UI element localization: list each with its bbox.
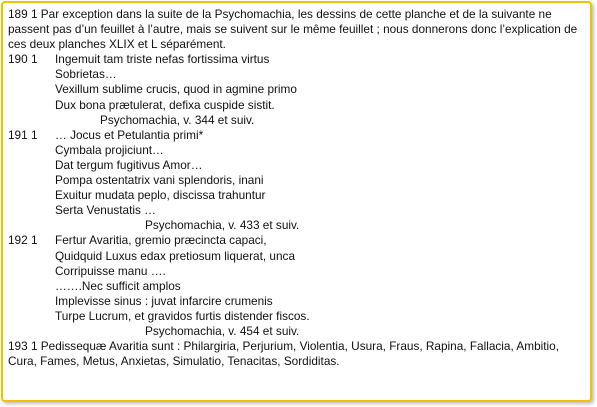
verse-line: … Jocus et Petulantia primi*	[55, 127, 204, 142]
footnote-192	[8, 233, 586, 339]
footnotes-text	[8, 7, 586, 369]
verse-line: Fertur Avaritia, gremio præcincta capaci,	[55, 233, 267, 248]
verse-block	[55, 233, 586, 339]
verse-line: Implevisse sinus : juvat infarcire crumenis	[55, 293, 273, 308]
verse-line: Pompa ostentatrix vani splendoris, inani	[55, 173, 264, 188]
footnote-number: 192 1	[8, 233, 38, 248]
verse-line: Vexillum sublime crucis, quod in agmine primo	[55, 82, 297, 97]
footnote-number: 191 1	[8, 127, 38, 142]
footnote-number: 190 1	[8, 52, 38, 67]
verse-line: Exuitur mudata peplo, discissa trahuntur	[55, 188, 266, 203]
verse-reference: Psychomachia, v. 433 et suiv.	[145, 218, 300, 233]
footnote-189: 189 1 Par exception dans la suite de la Psychomachia, les dessins de cette planche et de la suivante ne passent pas d’un feuillet à l’autre, mais se suivent sur le même feuillet ; nous donnerons donc l’explication de ces deux planches XLIX et L séparément.	[8, 7, 578, 52]
verse-line: Serta Venustatis …	[55, 203, 156, 218]
verse-line: Turpe Lucrum, et gravidos furtis distender fiscos.	[55, 308, 310, 323]
verse-block	[55, 128, 586, 234]
verse-reference: Psychomachia, v. 454 et suiv.	[145, 323, 300, 338]
verse-line: Corripuisse manu ….	[55, 263, 166, 278]
footnote-190	[8, 52, 586, 127]
verse-line: …….Nec sufficit amplos	[55, 278, 181, 293]
verse-line: Ingemuit tam triste nefas fortissima virtus	[55, 52, 270, 67]
verse-line: Cymbala projiciunt…	[55, 142, 164, 157]
footnote-193: 193 1 Pedissequæ Avaritia sunt : Philargiria, Perjurium, Violentia, Usura, Fraus, Rapina, Fallacia, Ambitio, Cura, Fames, Metus, Anxietas, Simulatio, Tenacitas, Sordiditas.	[8, 339, 560, 369]
verse-line: Quidquid Luxus edax pretiosum liquerat, unca	[55, 248, 296, 263]
verse-line: Sobrietas…	[55, 67, 117, 82]
verse-line: Dux bona prætulerat, defixa cuspide sistit.	[55, 97, 275, 112]
verse-reference: Psychomachia, v. 344 et suiv.	[100, 112, 255, 127]
verse-line: Dat tergum fugitivus Amor…	[55, 157, 203, 172]
verse-block	[55, 52, 586, 127]
footnote-191	[8, 128, 586, 234]
